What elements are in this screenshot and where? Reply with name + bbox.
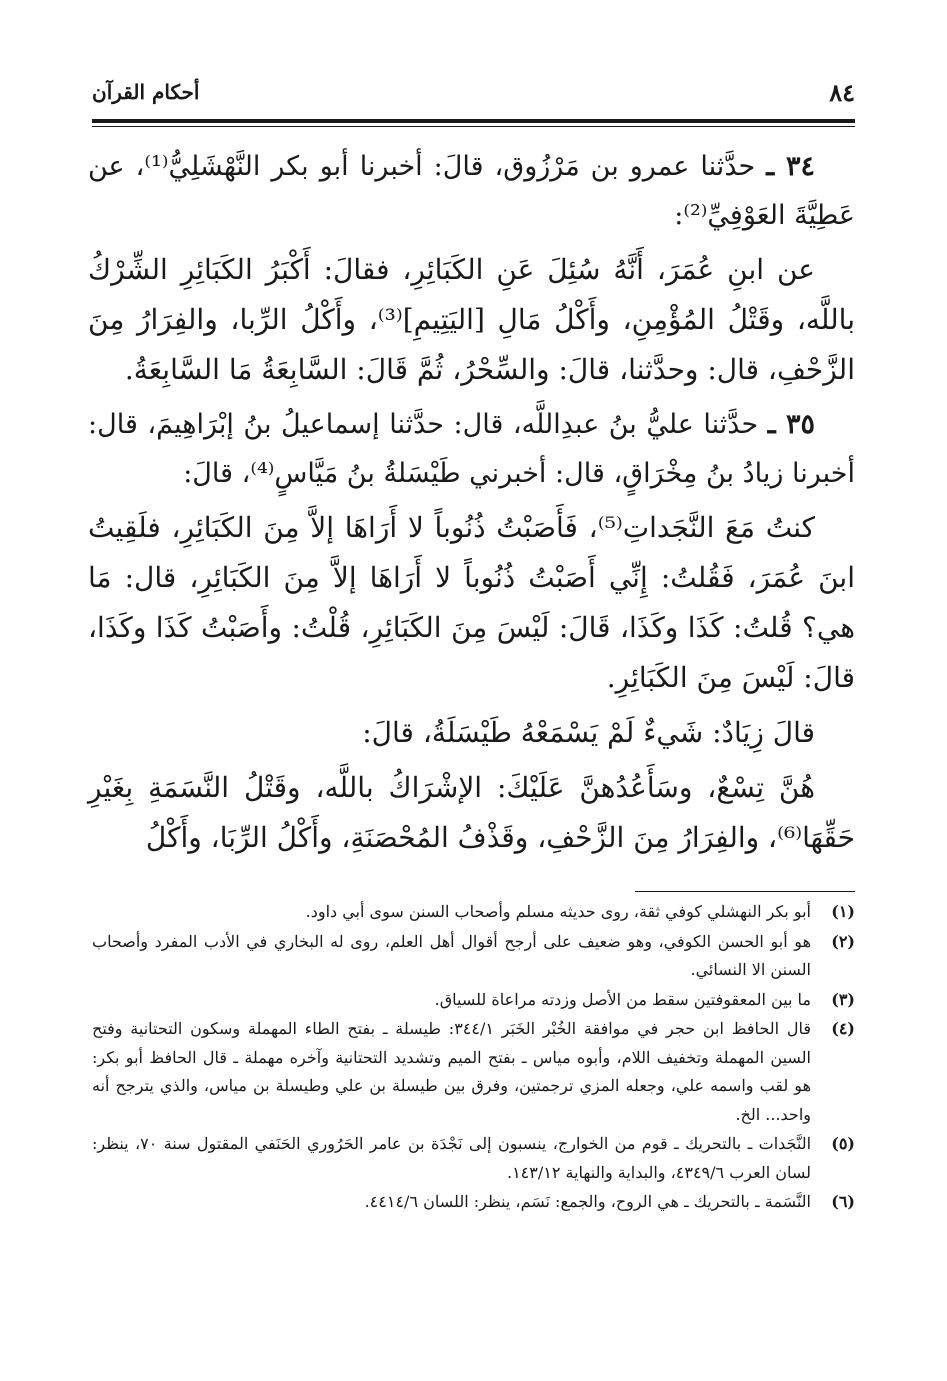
footnote-3 [92, 986, 855, 1015]
footnote-number: (٢) [831, 931, 855, 951]
hadith-paragraph: عن ابنِ عُمَرَ، أَنَّهُ سُئِلَ عَنِ الكَبَائِرِ، فقالَ: أَكْبَرُ الكَبَائِرِ الشِّرْكُ باللَّه، وقَتْلُ المُؤْمِنِ، وأَكْلُ مَالِ [اليَتِيمِ]⁽³⁾، وأَكْلُ الرِّبا، والفِرَارُ مِنَ الزَّحْفِ، قال: وحدَّثنا، قالَ: والسِّحْرُ، ثُمَّ قَالَ: السَّابِعَةُ مَا السَّابِعَةُ. [88, 253, 855, 386]
footnote-6 [92, 1188, 855, 1217]
hadith-number: ٣٤ ـ [766, 151, 815, 182]
running-title: أحكام القرآن [92, 80, 200, 104]
hadith-number: ٣٥ ـ [767, 409, 815, 440]
main-text [88, 142, 855, 868]
footnote-text: النَّسَمة ـ بالتحريك ـ هي الروح، والجمع: نَسَم، ينظر: اللسان ٤٤١٤/٦. [364, 1192, 811, 1211]
page-number: ٨٤ [829, 78, 855, 107]
isnad-text: حدَّثنا عمرو بن مَرْزُوق، قالَ: أخبرنا أبو بكر النَّهْشَلِيُّ⁽¹⁾، عن عَطِيَّةَ العَوْفِيِّ⁽²⁾: [88, 151, 855, 231]
footnote-separator [635, 891, 855, 892]
header-rule-thick [92, 119, 855, 123]
footnote-number: (١) [831, 902, 855, 921]
footnote-text: أبو بكر النهشلي كوفي ثقة، روى حديثه مسلم وأصحاب السنن سوى أبي داود. [305, 902, 811, 921]
isnad-text: حدَّثنا عليُّ بنُ عبدِاللَّه، قال: حدَّثنا إسماعيلُ بنُ إبْرَاهِيمَ، قال: أخبرنا زيادُ بنُ مِخْرَاقٍ، قال: أخبرني طَيْسَلةُ بنُ مَيَّاسٍ⁽⁴⁾، قالَ: [88, 409, 855, 489]
footnote-number: (٦) [831, 1192, 855, 1211]
hadith-paragraph: قالَ زِيَادٌ: شَيءٌ لَمْ يَسْمَعْهُ طَيْسَلَةُ، قالَ: [362, 716, 815, 749]
footnote-5 [92, 1130, 855, 1187]
hadith-paragraph: هُنَّ تِسْعٌ، وسَأَعُدُهنَّ عَلَيْكَ: الإشْرَاكُ باللَّه، وقَتْلُ النَّسَمَةِ بِغَيْرِ حَقِّهَا⁽⁶⁾، والفِرَارُ مِنَ الزَّحْفِ، وقَذْفُ المُحْصَنَةِ، وأَكْلُ الرِّبَا، وأَكْلُ [88, 771, 855, 854]
footnote-1 [92, 898, 855, 927]
footnote-text: قال الحافظ ابن حجر في موافقة الخُبْر الخَبَر ٣٤٤/١: طيسلة ـ بفتح الطاء المهملة وسكون التحتانية وفتح السين المهملة وتخفيف اللام، وأبوه مياس ـ بفتح الميم وتشديد التحتانية وآخره مهملة ـ قال الحافظ أبو بكر: هو لقب واسمه علي، وجعله المزي ترجمتين، وفرق بين طيسلة بن علي وطيسلة بن مياس، والذي يترجح أنه واحد... الخ. [92, 1019, 812, 1124]
hadith-paragraph: كنتُ مَعَ النَّجَداتِ⁽⁵⁾، فَأَصَبْتُ ذُنُوباً لا أَرَاهَا إلاَّ مِنَ الكَبَائِرِ، فلَقِيتُ ابنَ عُمَرَ، فَقُلتُ: إِنِّي أَصَبْتُ ذُنُوباً لا أَرَاهَا إلاَّ مِنَ الكَبَائِرِ، قال: مَا هي؟ قُلتُ: كَذَا وكَذَا، قَالَ: لَيْسَ مِنَ الكَبَائِرِ، قُلْتُ: وأَصَبْتُ كَذَا وكَذَا، قالَ: لَيْسَ مِنَ الكَبَائِرِ. [88, 511, 855, 694]
footnote-text: النَّجَدات ـ بالتحريك ـ قوم من الخوارج، ينسبون إلى نَجْدَة بن عامر الحَرُوري الحَنَفي المقتول سنة ٧٠، ينظر: لسان العرب ٤٣٤٩/٦، والبداية والنهاية ١٤٣/١٢. [92, 1134, 812, 1182]
page-header [92, 78, 855, 114]
isnad-paragraph-34 [88, 142, 855, 240]
isnad-paragraph-35 [88, 400, 855, 498]
footnote-text: هو أبو الحسن الكوفي، وهو ضعيف على أرجح أقوال أهل العلم، روى له البخاري في الأدب المفرد وأصحاب السنن الا النسائي. [92, 931, 811, 979]
footnotes [92, 898, 855, 1218]
header-rule-thin [92, 126, 855, 127]
footnote-4 [92, 1015, 855, 1129]
footnote-2 [92, 928, 855, 985]
footnote-number: (٣) [831, 989, 855, 1009]
footnote-number: (٤) [831, 1019, 855, 1038]
footnote-number: (٥) [831, 1134, 855, 1153]
footnote-text: ما بين المعقوفتين سقط من الأصل وزدته مراعاة للسياق. [434, 989, 811, 1009]
